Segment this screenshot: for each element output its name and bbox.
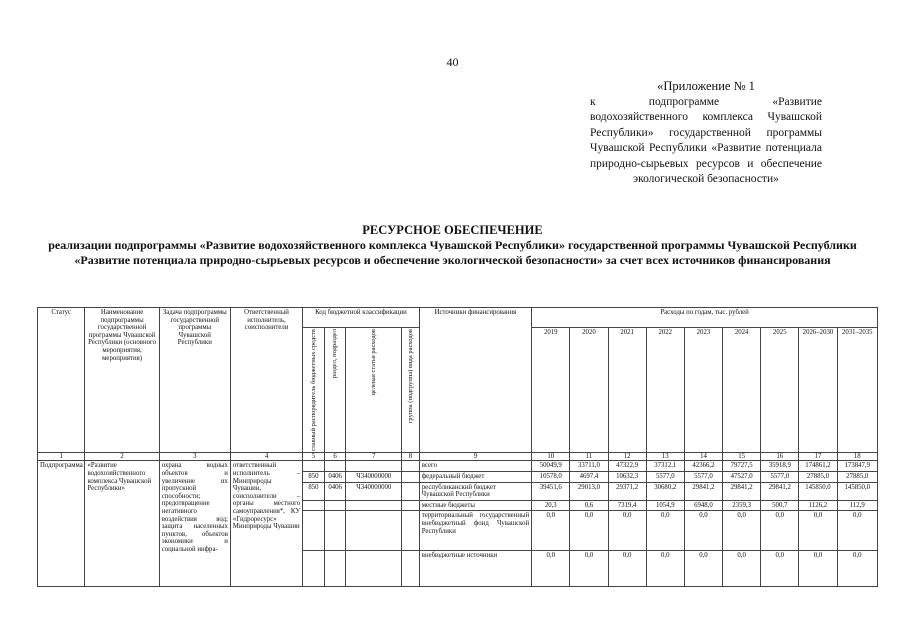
header-task: Задача подпрограммы государственной программы Чувашской Республики <box>159 308 230 453</box>
cell-source: федеральный бюджет <box>419 472 531 483</box>
col-number: 8 <box>402 452 420 461</box>
cell-grbs <box>303 551 325 587</box>
col-number: 9 <box>419 452 531 461</box>
cell-value: 5577,0 <box>684 472 722 483</box>
header-year: 2020 <box>570 328 608 453</box>
col-number: 7 <box>346 452 402 461</box>
cell-grbs <box>303 511 325 551</box>
cell-value: 79727,5 <box>723 461 761 472</box>
column-numbers-row <box>38 452 878 461</box>
cell-value: 10578,0 <box>532 472 570 483</box>
col-number: 6 <box>324 452 346 461</box>
header-name: Наименование подпрограммы государственной программы Чувашской Республики (основного мероприятия, мероприятия) <box>85 308 159 453</box>
col-number: 14 <box>684 452 722 461</box>
cell-value: 145850,0 <box>799 482 837 500</box>
cell-value: 29841,2 <box>684 482 722 500</box>
cell-section <box>324 511 346 551</box>
page-number: 40 <box>446 55 459 69</box>
cell-value: 5577,0 <box>646 472 684 483</box>
cell-expense-group <box>402 551 420 587</box>
appendix-title: «Приложение № 1 <box>657 79 755 93</box>
row-task: охрана водных объектов и увеличение их пропускной способности; предотвращение негативного воздействия вод; защита населенных пунктов, объектов экономики и социальной инфра- <box>159 461 230 587</box>
cell-value: 0,0 <box>532 511 570 551</box>
cell-value: 30680,2 <box>646 482 684 500</box>
cell-value: 0,0 <box>608 551 646 587</box>
cell-value: 500,7 <box>761 500 799 511</box>
cell-value: 27885,0 <box>837 472 877 483</box>
cell-source: территориальный государственный внебюджетный фонд Чувашской Республики <box>419 511 531 551</box>
cell-expense-group <box>402 461 420 472</box>
col-number: 1 <box>38 452 85 461</box>
cell-grbs: 850 <box>303 472 325 483</box>
header-expenses: Расходы по годам, тыс. рублей <box>532 308 878 328</box>
cell-section <box>324 551 346 587</box>
cell-value: 173847,9 <box>837 461 877 472</box>
cell-value: 39451,6 <box>532 482 570 500</box>
heading-sub: реализации подпрограммы «Развитие водохозяйственного комплекса Чувашской Республики» государственной программы Чувашской Республики «Развитие потенциала природно-сырьевых ресурсов и обеспечение экологической безопасности» за счет всех источников финансирования <box>48 238 857 267</box>
header-year: 2019 <box>532 328 570 453</box>
cell-value: 7319,4 <box>608 500 646 511</box>
col-number: 10 <box>532 452 570 461</box>
col-number: 11 <box>570 452 608 461</box>
col-number: 2 <box>85 452 159 461</box>
cell-target-article <box>346 461 402 472</box>
cell-expense-group <box>402 482 420 500</box>
cell-value: 0,0 <box>761 551 799 587</box>
cell-value: 47322,9 <box>608 461 646 472</box>
cell-section: 0406 <box>324 472 346 483</box>
cell-target-article <box>346 500 402 511</box>
cell-value: 2359,3 <box>723 500 761 511</box>
cell-value: 145850,0 <box>837 482 877 500</box>
header-year: 2031–2035 <box>837 328 877 453</box>
cell-target-article: Ч340000000 <box>346 482 402 500</box>
cell-value: 0,0 <box>837 551 877 587</box>
header-year: 2021 <box>608 328 646 453</box>
cell-value: 0,0 <box>723 511 761 551</box>
cell-section <box>324 461 346 472</box>
cell-target-article: Ч340000000 <box>346 472 402 483</box>
cell-value: 1126,2 <box>799 500 837 511</box>
header-year: 2022 <box>646 328 684 453</box>
cell-source: всего <box>419 461 531 472</box>
cell-value: 20,3 <box>532 500 570 511</box>
header-expense-group: группа (подгруппа) вида расходов <box>402 328 420 453</box>
col-number: 13 <box>646 452 684 461</box>
header-status: Статус <box>38 308 85 453</box>
cell-value: 0,0 <box>723 551 761 587</box>
col-number: 18 <box>837 452 877 461</box>
cell-section: 0406 <box>324 482 346 500</box>
cell-value: 33711,0 <box>570 461 608 472</box>
cell-grbs: 850 <box>303 482 325 500</box>
col-number: 3 <box>159 452 230 461</box>
cell-value: 112,9 <box>837 500 877 511</box>
cell-value: 0,0 <box>570 511 608 551</box>
cell-grbs <box>303 500 325 511</box>
cell-expense-group <box>402 511 420 551</box>
cell-value: 6948,0 <box>684 500 722 511</box>
cell-section <box>324 500 346 511</box>
row-status: Подпрограмма <box>38 461 85 587</box>
cell-value: 47527,0 <box>723 472 761 483</box>
cell-value: 42366,2 <box>684 461 722 472</box>
appendix-block <box>590 79 822 188</box>
col-number: 16 <box>761 452 799 461</box>
cell-value: 35918,9 <box>761 461 799 472</box>
cell-value: 4697,4 <box>570 472 608 483</box>
header-section: раздел, подраздел <box>324 328 346 453</box>
cell-value: 0,0 <box>684 551 722 587</box>
cell-value: 10632,3 <box>608 472 646 483</box>
cell-grbs <box>303 461 325 472</box>
cell-value: 0,6 <box>570 500 608 511</box>
cell-value: 0,0 <box>837 511 877 551</box>
cell-expense-group <box>402 472 420 483</box>
cell-source: местные бюджеты <box>419 500 531 511</box>
table-row <box>38 461 878 472</box>
cell-value: 1054,9 <box>646 500 684 511</box>
heading-main: РЕСУРСНОЕ ОБЕСПЕЧЕНИЕ <box>362 223 543 237</box>
col-number: 4 <box>230 452 302 461</box>
row-executor: ответственный исполнитель – Минприроды Чувашии, соисполнители – органы местного самоуправления*, КУ «Гидроресурс» Минприроды Чувашии <box>230 461 302 587</box>
cell-value: 29013,0 <box>570 482 608 500</box>
header-year: 2026–2030 <box>799 328 837 453</box>
cell-value: 0,0 <box>608 511 646 551</box>
col-number: 17 <box>799 452 837 461</box>
header-budget-code: Код бюджетной классификации <box>303 308 420 328</box>
header-grbs: главный распорядитель бюджетных средств <box>303 328 325 453</box>
cell-value: 0,0 <box>570 551 608 587</box>
cell-value: 0,0 <box>799 511 837 551</box>
cell-value: 0,0 <box>761 511 799 551</box>
col-number: 5 <box>303 452 325 461</box>
cell-value: 37312,1 <box>646 461 684 472</box>
cell-value: 27885,0 <box>799 472 837 483</box>
cell-value: 0,0 <box>646 511 684 551</box>
header-year: 2023 <box>684 328 722 453</box>
document-heading <box>40 223 865 268</box>
cell-value: 0,0 <box>684 511 722 551</box>
header-sources: Источники финансирования <box>419 308 531 453</box>
cell-value: 50049,9 <box>532 461 570 472</box>
header-year: 2025 <box>761 328 799 453</box>
row-subprogram-name: «Развитие водохозяйственного комплекса Чувашской Республики» <box>85 461 159 587</box>
header-target-article: целевая статья расходов <box>346 328 402 453</box>
cell-target-article <box>346 551 402 587</box>
cell-value: 29371,2 <box>608 482 646 500</box>
cell-expense-group <box>402 500 420 511</box>
appendix-body: к подпрограмме «Развитие водохозяйственного комплекса Чувашской Республики» государственной программы Чувашской Республики «Развитие потенциала природно-сырьевых ресурсов и обеспечение экологической безопасности» <box>590 95 822 185</box>
cell-source: внебюджетные источники <box>419 551 531 587</box>
cell-target-article <box>346 511 402 551</box>
cell-value: 0,0 <box>646 551 684 587</box>
col-number: 12 <box>608 452 646 461</box>
cell-value: 29841,2 <box>761 482 799 500</box>
cell-value: 5577,0 <box>761 472 799 483</box>
cell-source: республиканский бюджет Чувашской Республики <box>419 482 531 500</box>
cell-value: 29841,2 <box>723 482 761 500</box>
resource-table <box>37 307 878 587</box>
cell-value: 0,0 <box>799 551 837 587</box>
cell-value: 0,0 <box>532 551 570 587</box>
cell-value: 174861,2 <box>799 461 837 472</box>
header-year: 2024 <box>723 328 761 453</box>
header-executor: Ответственный исполнитель, соисполнители <box>230 308 302 453</box>
col-number: 15 <box>723 452 761 461</box>
